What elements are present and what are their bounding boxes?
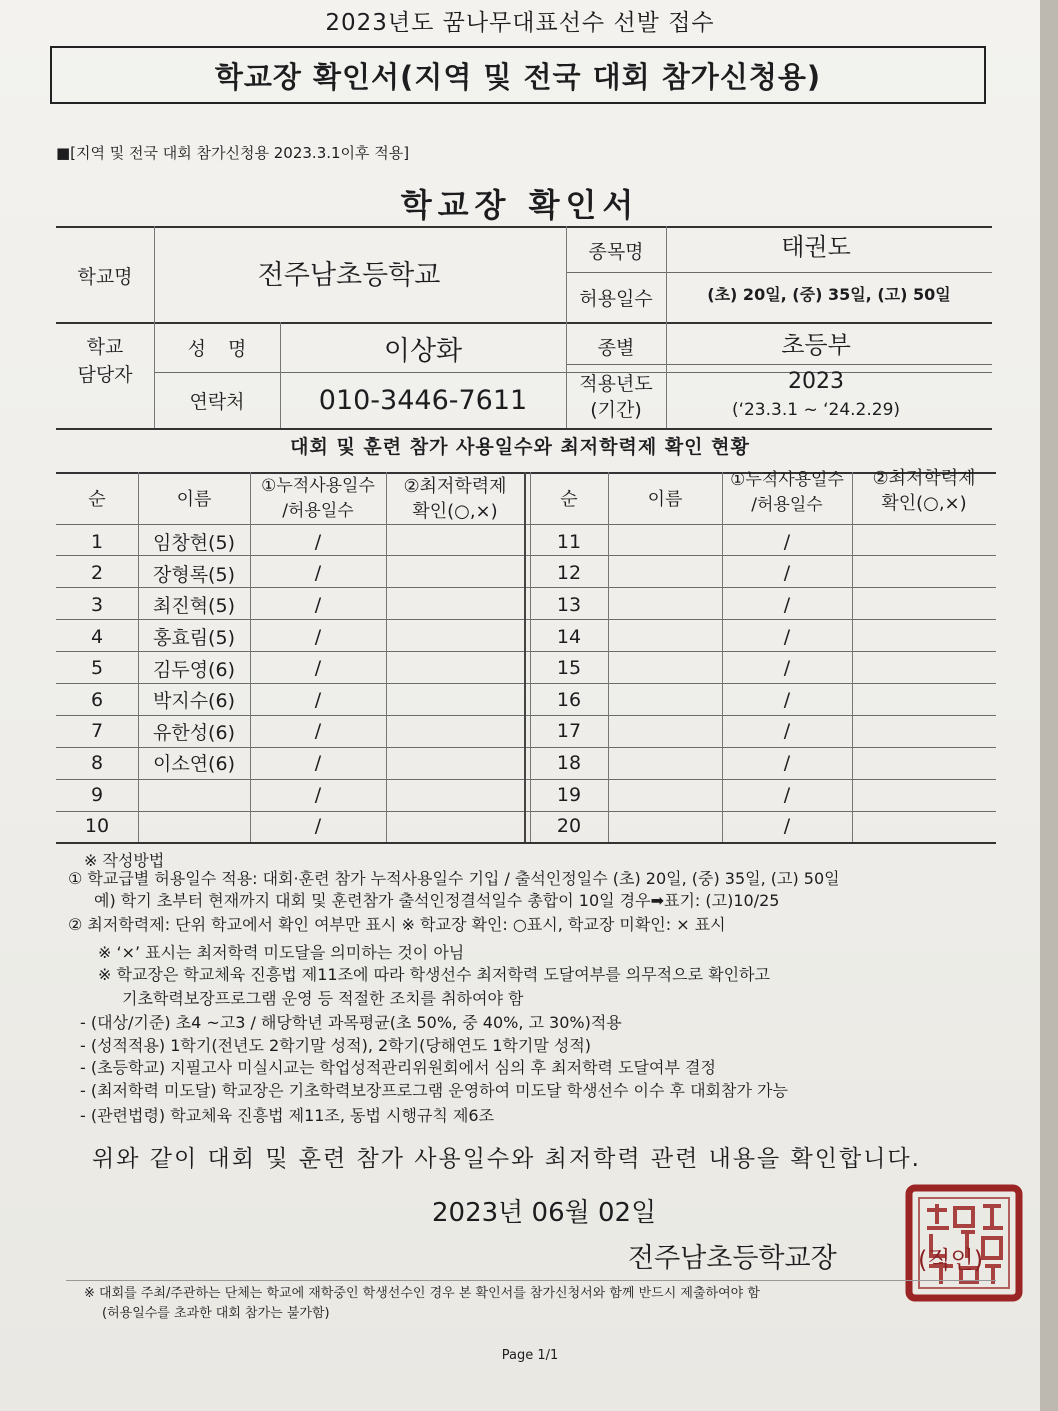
student-name <box>608 589 722 621</box>
days-used: / <box>314 751 322 774</box>
instruction-line: ② 최저학력제: 단위 학교에서 확인 여부만 표시 ※ 학교장 확인: ○표시, 학교장 미확인: × 표시 <box>68 915 726 934</box>
period-value: (‘23.3.1 ~ ‘24.2.29) <box>731 400 901 420</box>
student-name <box>608 621 722 653</box>
header-academic-right <box>852 466 996 516</box>
student-name: 김두영(6) <box>153 658 235 681</box>
academic-check <box>852 558 996 590</box>
notice-line: ■[지역 및 전국 대회 참가신청용 2023.3.1이후 적용] <box>56 144 410 162</box>
contact-label: 연락처 <box>189 390 245 413</box>
row-number: 5 <box>90 657 104 680</box>
sport-label: 종목명 <box>588 240 644 263</box>
row-number: 14 <box>556 625 582 648</box>
header-no: 순 <box>88 488 106 510</box>
days-used: / <box>783 688 791 711</box>
footnote <box>84 1284 760 1324</box>
days-used: / <box>314 815 322 838</box>
header-days-line2: /허용일수 <box>282 501 354 521</box>
manager-label <box>56 330 154 392</box>
row-number: 12 <box>556 562 582 585</box>
page-number: Page 1/1 <box>501 1348 559 1363</box>
division-value: 초등부 <box>781 330 851 359</box>
header-days <box>250 474 386 524</box>
header-name: 이름 <box>176 488 212 510</box>
principal-signature: 전주남초등학교장 <box>628 1243 837 1274</box>
instruction-line: 예) 학기 초부터 현재까지 대회 및 훈련참가 출석인정결석일수 총합이 10일 경우➡표기: (고)10/25 <box>94 891 780 910</box>
student-name <box>138 779 250 811</box>
academic-check <box>852 526 996 558</box>
academic-check <box>852 652 996 684</box>
days-used: / <box>314 593 322 616</box>
instruction-line: - (성적적용) 1학기(전년도 2학기말 성적), 2학기(당해연도 1학기말 성적) <box>80 1036 592 1055</box>
division-label: 종별 <box>597 336 635 359</box>
row-number: 6 <box>90 688 104 711</box>
confirmation-statement: 위와 같이 대회 및 훈련 참가 사용일수와 최저학력 관련 내용을 확인합니다. <box>92 1146 921 1172</box>
header-days-right <box>722 468 852 518</box>
row-number: 18 <box>556 751 582 774</box>
academic-check <box>386 558 524 590</box>
row-number: 7 <box>90 720 104 743</box>
academic-check <box>386 621 524 653</box>
manager-label-line2: 담당자 <box>77 364 133 386</box>
days-used: / <box>783 783 791 806</box>
academic-check <box>852 747 996 779</box>
instruction-line: - (대상/기준) 초4 ~고3 / 해당학년 과목평균(초 50%, 중 40%, 고 30%)적용 <box>80 1013 622 1032</box>
year-label <box>566 368 666 426</box>
header-academic-line2: 확인(○,×) <box>881 493 967 514</box>
academic-check <box>852 684 996 716</box>
days-used: / <box>783 657 791 680</box>
year-value: 2023 <box>788 369 844 394</box>
row-number: 1 <box>90 530 104 553</box>
days-used: / <box>314 562 322 585</box>
instruction-line: 기초학력보장프로그램 운영 등 적절한 조치를 취하여야 함 <box>122 989 524 1008</box>
student-name <box>608 558 722 590</box>
row-number: 9 <box>90 783 104 806</box>
row-number: 11 <box>556 530 582 553</box>
academic-check <box>852 716 996 748</box>
student-name: 장형록(5) <box>153 563 235 586</box>
issue-date: 2023년 06월 02일 <box>432 1198 657 1228</box>
academic-check <box>386 716 524 748</box>
header-academic-line1: ②최저학력제 <box>872 468 976 489</box>
footnote-line: ※ 대회를 주최/주관하는 단체는 학교에 재학중인 학생선수인 경우 본 확인서를 참가신청서와 함께 반드시 제출하여야 함 <box>84 1286 760 1301</box>
year-label-line1: 적용년도 <box>579 373 653 395</box>
academic-check <box>386 589 524 621</box>
header-academic <box>386 474 524 524</box>
allowed-label: 허용일수 <box>579 287 653 310</box>
student-name <box>608 652 722 684</box>
header-days-line1: ①누적사용일수 <box>261 476 375 496</box>
days-used: / <box>314 657 322 680</box>
manager-label-line1: 학교 <box>86 336 124 358</box>
academic-check <box>386 810 524 842</box>
student-name <box>608 684 722 716</box>
sport-value: 태권도 <box>781 232 851 261</box>
academic-check <box>852 810 996 842</box>
contact-value: 010-3446-7611 <box>318 384 528 416</box>
header-days-line2: /허용일수 <box>751 495 823 515</box>
student-name: 유한성(6) <box>153 721 235 744</box>
row-number: 4 <box>90 625 104 648</box>
student-name <box>608 716 722 748</box>
row-number: 20 <box>556 815 582 838</box>
academic-check <box>386 652 524 684</box>
days-used: / <box>783 751 791 774</box>
footnote-line: (허용일수를 초과한 대회 참가는 불가함) <box>102 1306 330 1321</box>
days-used: / <box>783 720 791 743</box>
year-value-block <box>666 366 966 426</box>
days-used: / <box>783 593 791 616</box>
instruction-line: - (최저학력 미도달) 학교장은 기초학력보장프로그램 운영하여 미도달 학생선수 이수 후 대회참가 가능 <box>80 1081 788 1100</box>
header-academic-line2: 확인(○,×) <box>412 501 498 522</box>
student-name <box>608 747 722 779</box>
row-number: 10 <box>84 815 110 838</box>
row-number: 13 <box>556 593 582 616</box>
row-number: 19 <box>556 783 582 806</box>
days-used: / <box>783 815 791 838</box>
rule <box>56 428 992 430</box>
rule <box>524 472 526 842</box>
row-number: 3 <box>90 593 104 616</box>
student-name: 임창현(5) <box>153 532 235 555</box>
boxed-title: 학교장 확인서(지역 및 전국 대회 참가신청용) <box>50 46 986 104</box>
student-name <box>608 526 722 558</box>
days-used: / <box>314 783 322 806</box>
seal-mark-label: (직인) <box>918 1246 984 1274</box>
header-days-line1: ①누적사용일수 <box>730 470 844 490</box>
instruction-line: ① 학교급별 허용일수 적용: 대회·훈련 참가 누적사용일수 기입 / 출석인정일수 (초) 20일, (중) 35일, (고) 50일 <box>68 869 840 888</box>
name-value: 이상화 <box>383 335 463 367</box>
main-title: 학교장 확인서 <box>400 186 640 224</box>
days-used: / <box>783 625 791 648</box>
rule <box>56 842 996 844</box>
instruction-line: - (초등학교) 지필고사 미실시교는 학업성적관리위원회에서 심의 후 최저학력 도달여부 결정 <box>80 1058 716 1077</box>
academic-check <box>852 779 996 811</box>
days-used: / <box>314 530 322 553</box>
year-label-line2: (기간) <box>590 399 642 421</box>
row-number: 2 <box>90 562 104 585</box>
instruction-heading: ※ 작성방법 <box>84 851 165 870</box>
days-used: / <box>314 720 322 743</box>
instruction-line: ※ 학교장은 학교체육 진흥법 제11조에 따라 학생선수 최저학력 도달여부를 의무적으로 확인하고 <box>98 965 770 984</box>
row-number: 17 <box>556 720 582 743</box>
header-academic-line1: ②최저학력제 <box>403 476 507 497</box>
academic-check <box>386 779 524 811</box>
row-number: 16 <box>556 688 582 711</box>
school-value: 전주남초등학교 <box>257 259 441 291</box>
academic-check <box>386 747 524 779</box>
school-label: 학교명 <box>77 265 133 288</box>
days-used: / <box>314 625 322 648</box>
days-used: / <box>783 562 791 585</box>
student-name <box>608 810 722 842</box>
student-name: 박지수(6) <box>153 690 235 713</box>
allowed-value: (초) 20일, (중) 35일, (고) 50일 <box>707 284 951 304</box>
student-name: 최진혁(5) <box>153 595 235 618</box>
student-name: 홍효림(5) <box>153 627 235 650</box>
header-top-line: 2023년도 꿈나무대표선수 선발 접수 <box>325 10 715 36</box>
instruction-line: - (관련법령) 학교체육 진흥법 제11조, 동법 시행규칙 제6조 <box>80 1106 495 1125</box>
name-label: 성 명 <box>187 337 247 360</box>
academic-check <box>386 684 524 716</box>
academic-check <box>386 526 524 558</box>
header-name-right: 이름 <box>647 488 683 510</box>
academic-check <box>852 621 996 653</box>
rule <box>66 1280 996 1281</box>
row-number: 8 <box>90 751 104 774</box>
student-name <box>608 779 722 811</box>
student-name <box>138 810 250 842</box>
section-title: 대회 및 훈련 참가 사용일수와 최저학력제 확인 현황 <box>290 436 750 458</box>
rule <box>56 524 996 525</box>
student-name: 이소연(6) <box>153 753 235 776</box>
background-edge <box>1040 0 1058 1411</box>
days-used: / <box>783 530 791 553</box>
row-number: 15 <box>556 657 582 680</box>
academic-check <box>852 589 996 621</box>
header-no-right: 순 <box>560 488 578 510</box>
instruction-line: ※ ‘×’ 표시는 최저학력 미도달을 의미하는 것이 아님 <box>98 943 465 962</box>
days-used: / <box>314 688 322 711</box>
